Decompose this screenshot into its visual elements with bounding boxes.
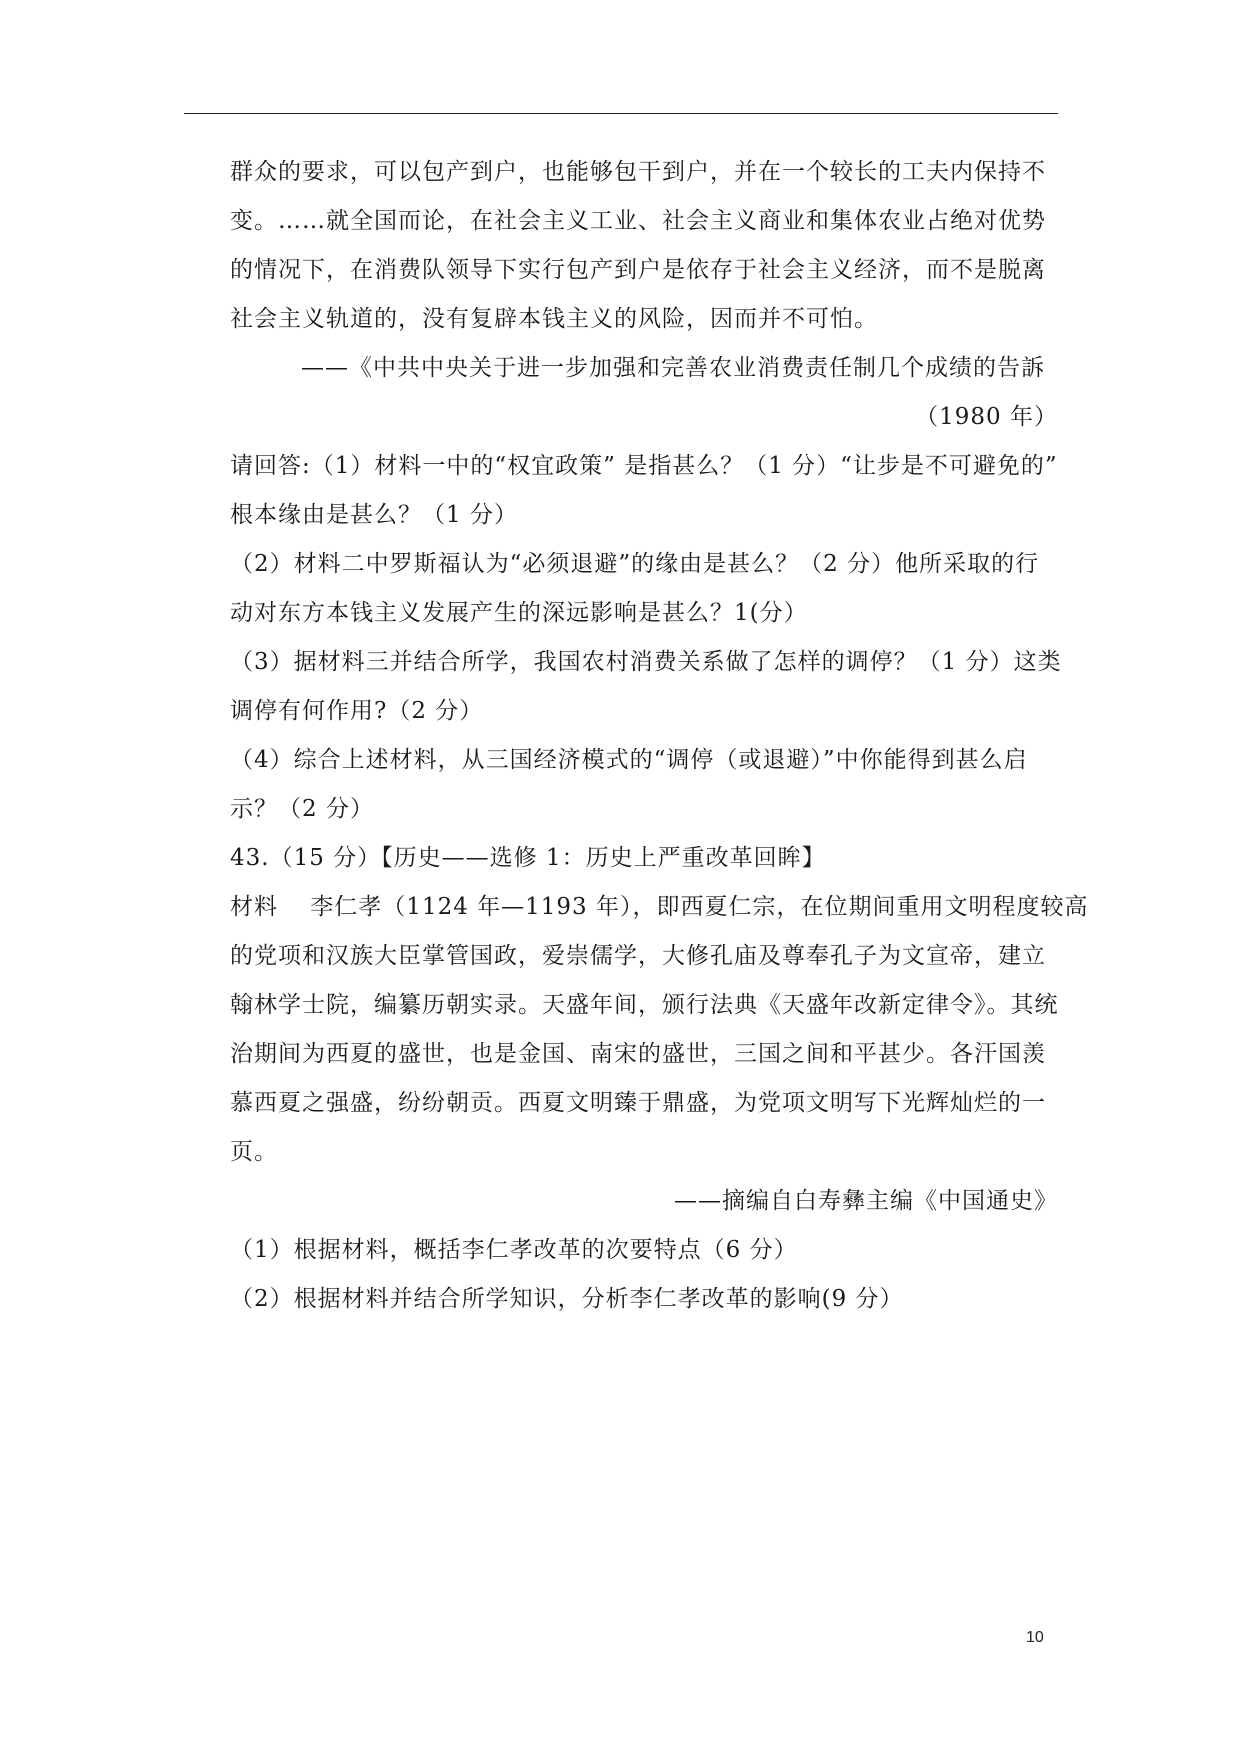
material-line: 翰林学士院，编纂历朝实录。天盛年间，颁行法典《天盛年改新定律令》。其统 [230, 992, 1059, 1018]
page-number: 10 [1026, 1629, 1044, 1646]
material-source: ——摘编自白寿彝主编《中国通史》 [674, 1188, 1058, 1214]
question-line: 请回答:（1）材料一中的“权宜政策” 是指甚么？（1 分）“让步是不可避免的” [230, 453, 1058, 479]
text-line: 变。……就全国而论，在社会主义工业、社会主义商业和集体农业占绝对优势 [230, 208, 1046, 234]
material-line: 材料 李仁孝（1124 年—1193 年），即西夏仁宗，在位期间重用文明程度较高 [230, 894, 1089, 920]
question-line: （2）根据材料并结合所学知识，分析李仁孝改革的影响(9 分） [230, 1286, 904, 1312]
text-line: 的情况下，在消费队领导下实行包产到户是依存于社会主义经济，而不是脱离 [230, 257, 1046, 283]
question-line: 调停有何作用?（2 分） [230, 698, 484, 724]
section-heading: 43.（15 分）【历史——选修 1：历史上严重改革回眸】 [230, 845, 826, 871]
question-line: 根本缘由是甚么？（1 分） [230, 502, 518, 528]
citation-line: ——《中共中央关于进一步加强和完善农业消费责任制几个成绩的告訴 [301, 355, 1045, 381]
citation-year: （1980 年） [915, 404, 1058, 430]
question-line: 示？（2 分） [230, 796, 374, 822]
material-line: 治期间为西夏的盛世，也是金国、南宋的盛世，三国之间和平甚少。各汗国羡 [230, 1041, 1046, 1067]
material-line: 的党项和汉族大臣掌管国政，爱崇儒学，大修孔庙及尊奉孔子为文宣帝，建立 [230, 943, 1046, 969]
question-line: （2）材料二中罗斯福认为“必须退避”的缘由是甚么？（2 分）他所采取的行 [230, 551, 1040, 577]
text-line: 社会主义轨道的，没有复辟本钱主义的风险，因而并不可怕。 [230, 306, 878, 332]
question-line: 动对东方本钱主义发展产生的深远影响是甚么？1(分） [230, 600, 808, 626]
header-rule [184, 113, 1058, 114]
material-line: 慕西夏之强盛，纷纷朝贡。西夏文明臻于鼎盛，为党项文明写下光辉灿烂的一 [230, 1090, 1046, 1116]
question-line: （1）根据材料，概括李仁孝改革的次要特点（6 分） [230, 1237, 798, 1263]
material-line: 页。 [230, 1139, 278, 1165]
text-line: 群众的要求，可以包产到户，也能够包干到户，并在一个较长的工夫内保持不 [230, 159, 1046, 185]
question-line: （3）据材料三并结合所学，我国农村消费关系做了怎样的调停？（1 分）这类 [230, 649, 1062, 675]
question-line: （4）综合上述材料，从三国经济模式的“调停（或退避）”中你能得到甚么启 [230, 747, 1028, 773]
